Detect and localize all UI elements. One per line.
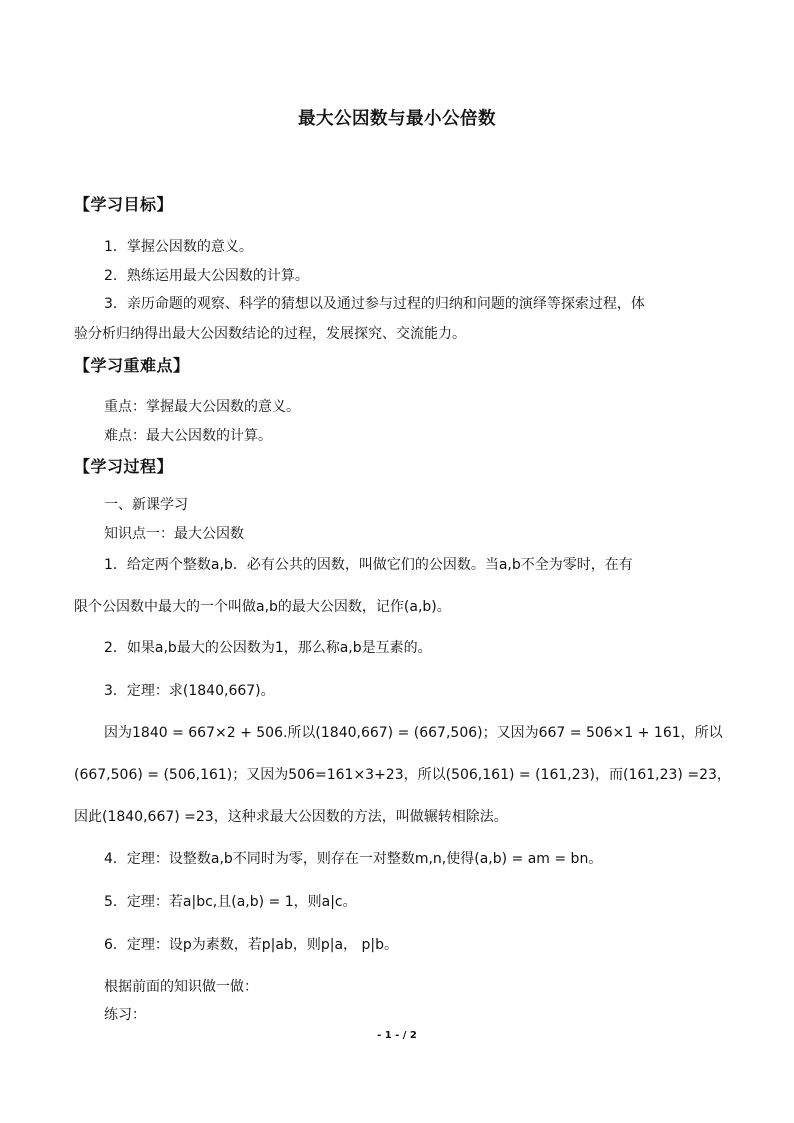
paragraph-3-line-4: 因此(1840,667) =23，这种求最大公因数的方法，叫做辗转相除法。 — [74, 809, 508, 825]
page-footer: - 1 - / 2 — [377, 1030, 417, 1041]
objective-item-3: 3．亲历命题的观察、科学的猜想以及通过参与过程的归纳和问题的演绎等探索过程，体 — [104, 296, 645, 312]
objective-item-2: 2．熟练运用最大公因数的计算。 — [104, 268, 309, 284]
heading-key-points: 【学习重难点】 — [74, 356, 190, 375]
paragraph-1-line-1: 1．给定两个整数a,b．必有公共的因数，叫做它们的公因数。当a,b不全为零时，在有 — [104, 557, 633, 573]
heading-process: 【学习过程】 — [74, 457, 174, 476]
process-sub-1: 一、新课学习 — [104, 497, 188, 513]
objective-item-1: 1．掌握公因数的意义。 — [104, 239, 253, 255]
paragraph-6: 6．定理：设p为素数，若p|ab，则p|a， p|b。 — [104, 937, 398, 953]
page-title: 最大公因数与最小公倍数 — [298, 109, 496, 129]
paragraph-4: 4．定理：设整数a,b不同时为零，则存在一对整数m,n,使得(a,b) = am = bn。 — [104, 851, 603, 867]
paragraph-1-line-2: 限个公因数中最大的一个叫做a,b的最大公因数，记作(a,b)。 — [74, 599, 451, 615]
paragraph-3-line-2: 因为1840 = 667×2 + 506.所以(1840,667) = (667,506)；又因为667 = 506×1 + 161，所以 — [104, 725, 723, 741]
paragraph-5: 5．定理：若a|bc,且(a,b) = 1，则a|c。 — [104, 894, 357, 910]
practice-intro: 根据前面的知识做一做： — [104, 979, 258, 995]
objective-item-3-cont: 验分析归纳得出最大公因数结论的过程，发展探究、交流能力。 — [74, 326, 466, 342]
paragraph-3-line-3: (667,506) = (506,161)；又因为506=161×3+23，所以(506,161) = (161,23)，而(161,23) =23， — [74, 767, 731, 783]
practice-label: 练习： — [104, 1007, 146, 1023]
paragraph-3: 3．定理：求(1840,667)。 — [104, 683, 275, 699]
key-point-difficult: 难点：最大公因数的计算。 — [104, 428, 272, 444]
heading-objectives: 【学习目标】 — [74, 195, 174, 214]
knowledge-point-1: 知识点一：最大公因数 — [104, 526, 244, 542]
paragraph-2: 2．如果a,b最大的公因数为1，那么称a,b是互素的。 — [104, 640, 432, 656]
key-point-important: 重点：掌握最大公因数的意义。 — [104, 399, 300, 415]
